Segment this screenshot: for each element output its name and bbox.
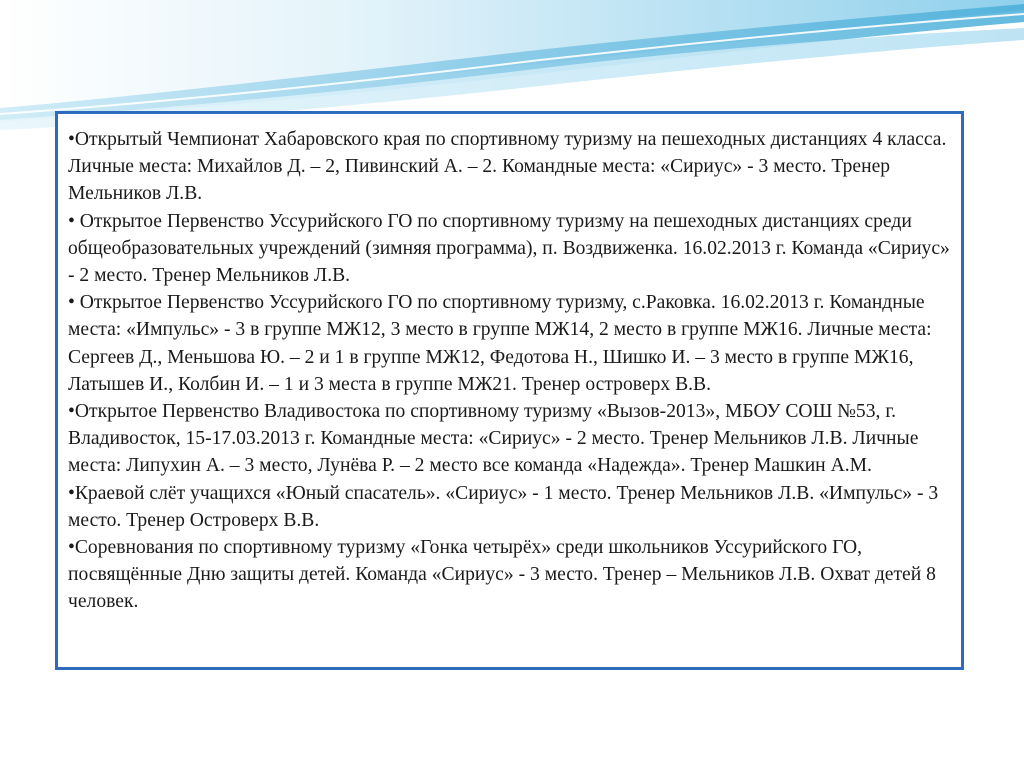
list-item: •Открытый Чемпионат Хабаровского края по спортивному туризму на пешеходных дистанциях 4 класса. Личные места: Михайлов Д. – 2, Пивинский А. – 2. Командные места: «Сириус» - 3 место. Тренер Мельников Л.В. xyxy=(68,129,947,205)
list-item: •Краевой слёт учащихся «Юный спасатель». «Сириус» - 1 место. Тренер Мельников Л.В. «Импульс» - 3 место. Тренер Островерх В.В. xyxy=(68,482,939,531)
list-item: •Открытое Первенство Владивостока по спортивному туризму «Вызов-2013», МБОУ СОШ №53, г. Владивосток, 15-17.03.2013 г. Командные места: «Сириус» - 2 место. Тренер Мельников Л.В. Личные места: Липухин А. – 3 место, Лунёва Р. – 2 место все команда «Надежда». Тренер Машкин А.М. xyxy=(68,401,919,477)
content-text-box xyxy=(55,111,964,670)
list-item: •Соревнования по спортивному туризму «Гонка четырёх» среди школьников Уссурийского ГО, посвящённые Дню защиты детей. Команда «Сириус» - 3 место. Тренер – Мельников Л.В. Охват детей 8 человек. xyxy=(68,537,936,613)
list-item: • Открытое Первенство Уссурийского ГО по спортивному туризму на пешеходных дистанциях среди общеобразовательных учреждений (зимняя программа), п. Воздвиженка. 16.02.2013 г. Команда «Сириус» - 2 место. Тренер Мельников Л.В. xyxy=(68,210,950,287)
list-item: • Открытое Первенство Уссурийского ГО по спортивному туризму, с.Раковка. 16.02.2013 г. Командные места: «Импульс» - 3 в группе МЖ12, 3 место в группе МЖ14, 2 место в группе МЖ16. Личные места: Сергеев Д., Меньшова Ю. – 2 и 1 в группе МЖ12, Федотова Н., Шишко И. – 3 место в группе МЖ16, Латышев И., Колбин И. – 1 и 3 места в группе МЖ21. Тренер островерх В.В. xyxy=(68,292,932,395)
